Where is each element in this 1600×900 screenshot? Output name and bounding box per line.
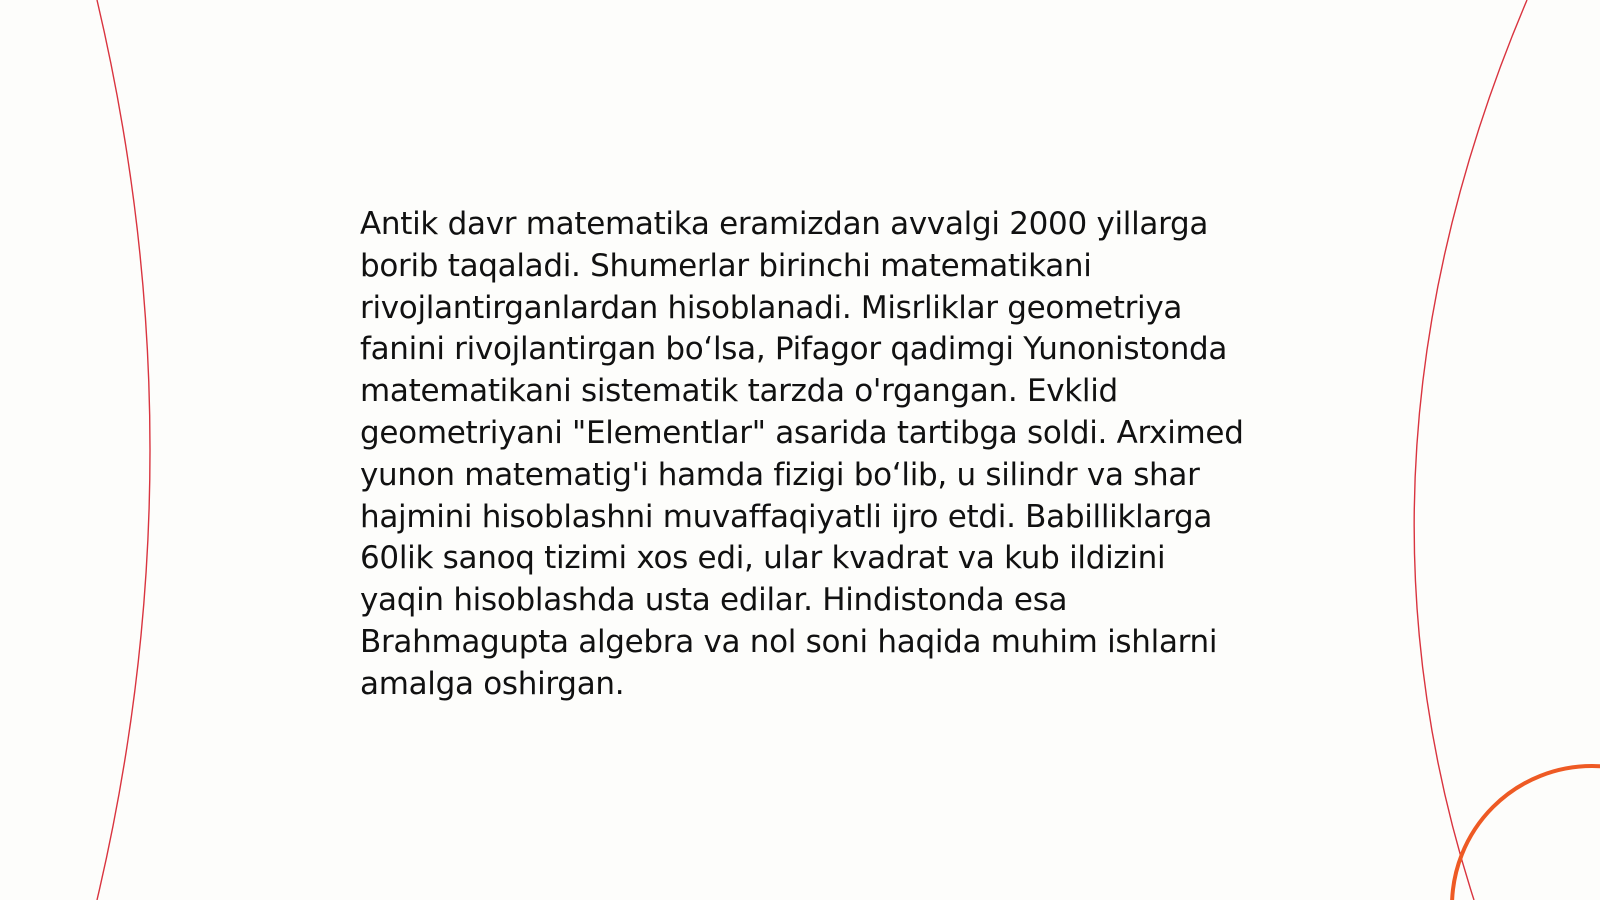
orange-accent-circle bbox=[1452, 766, 1600, 900]
left-arc-line bbox=[97, 0, 150, 900]
right-arc-line bbox=[1414, 0, 1527, 900]
slide-body-text: Antik davr matematika eramizdan avvalgi 2000 yillarga borib taqaladi. Shumerlar birinchi matematikani rivojlantirganlardan hisoblanadi. Misrliklar geometriya fanini rivojlantirgan bo‘lsa, Pifagor qadimgi Yunonistonda matematikani sistematik tarzda o'rgangan. Evklid geometriyani "Elementlar" asarida tartibga soldi. Arximed yunon matematig'i hamda fizigi bo‘lib, u silindr va shar hajmini hisoblashni muvaffaqiyatli ijro etdi. Babilliklarga 60lik sanoq tizimi xos edi, ular kvadrat va kub ildizini yaqin hisoblashda usta edilar. Hindistonda esa Brahmagupta algebra va nol soni haqida muhim ishlarni amalga oshirgan. bbox=[360, 206, 1244, 702]
